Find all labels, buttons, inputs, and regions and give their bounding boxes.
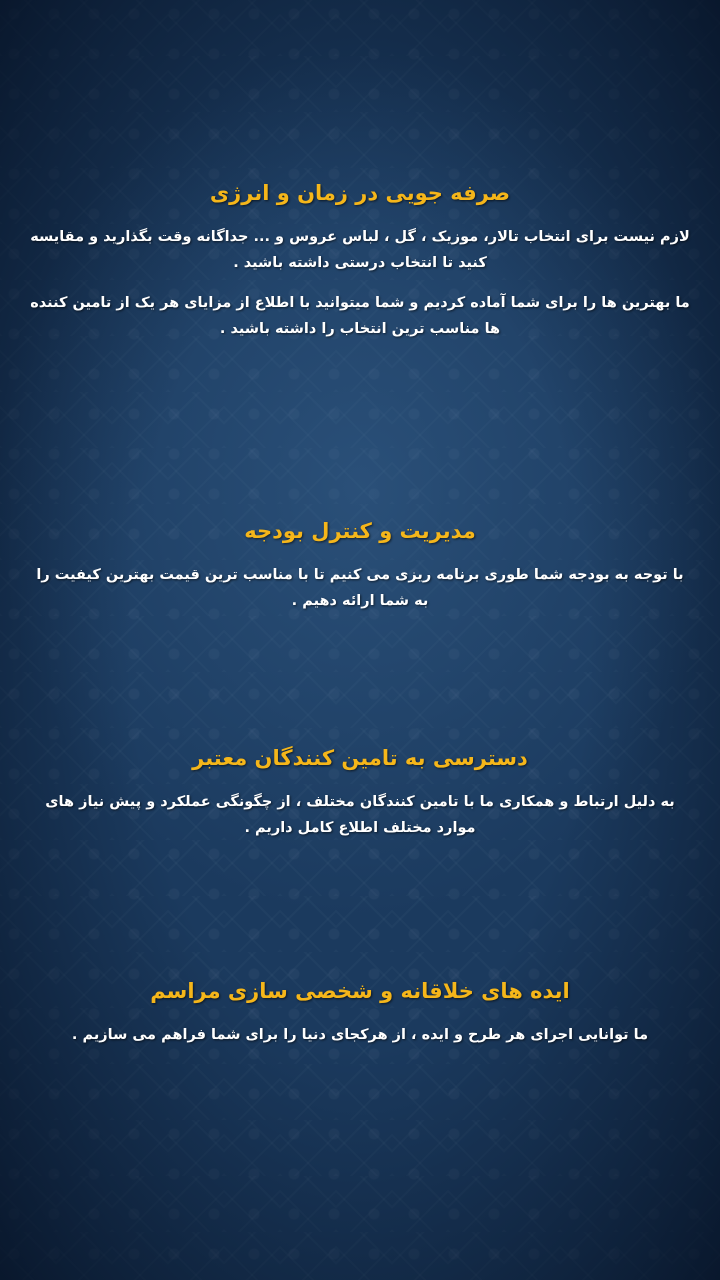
section-paragraph: لازم نیست برای انتخاب تالار، موزیک ، گل ، لباس عروس و ... جداگانه وقت بگذارید و مقایسه کنید تا انتخاب درستی داشته باشید . [30,229,690,271]
section-paragraph: با توجه به بودجه شما طوری برنامه ریزی می کنیم تا با مناسب ترین قیمت بهترین کیفیت را به شما ارائه دهیم . [36,567,684,609]
section-creative-ideas [0,976,720,1062]
section-paragraph: ما بهترین ها را برای شما آماده کردیم و شما میتوانید با اطلاع از مزایای هر یک از تامین کننده ها مناسب ترین انتخاب را داشته باشید . [30,295,690,337]
section-budget-control [0,516,720,628]
section-paragraph: ما توانایی اجرای هر طرح و ایده ، از هرکجای دنیا را برای شما فراهم می سازیم . [71,1027,649,1043]
section-paragraph: به دلیل ارتباط و همکاری ما با تامین کنندگان مختلف ، از چگونگی عملکرد و پیش نیاز های موارد مختلف اطلاع کامل داریم . [45,794,675,836]
section-time-energy-saving [0,178,720,356]
section-title: دسترسی به تامین کنندگان معتبر [192,746,528,770]
section-title: صرفه جویی در زمان و انرژی [209,181,511,205]
section-trusted-suppliers [0,743,720,855]
section-title: ایده های خلاقانه و شخصی سازی مراسم [150,979,570,1003]
section-title: مدیریت و کنترل بودجه [244,519,476,543]
